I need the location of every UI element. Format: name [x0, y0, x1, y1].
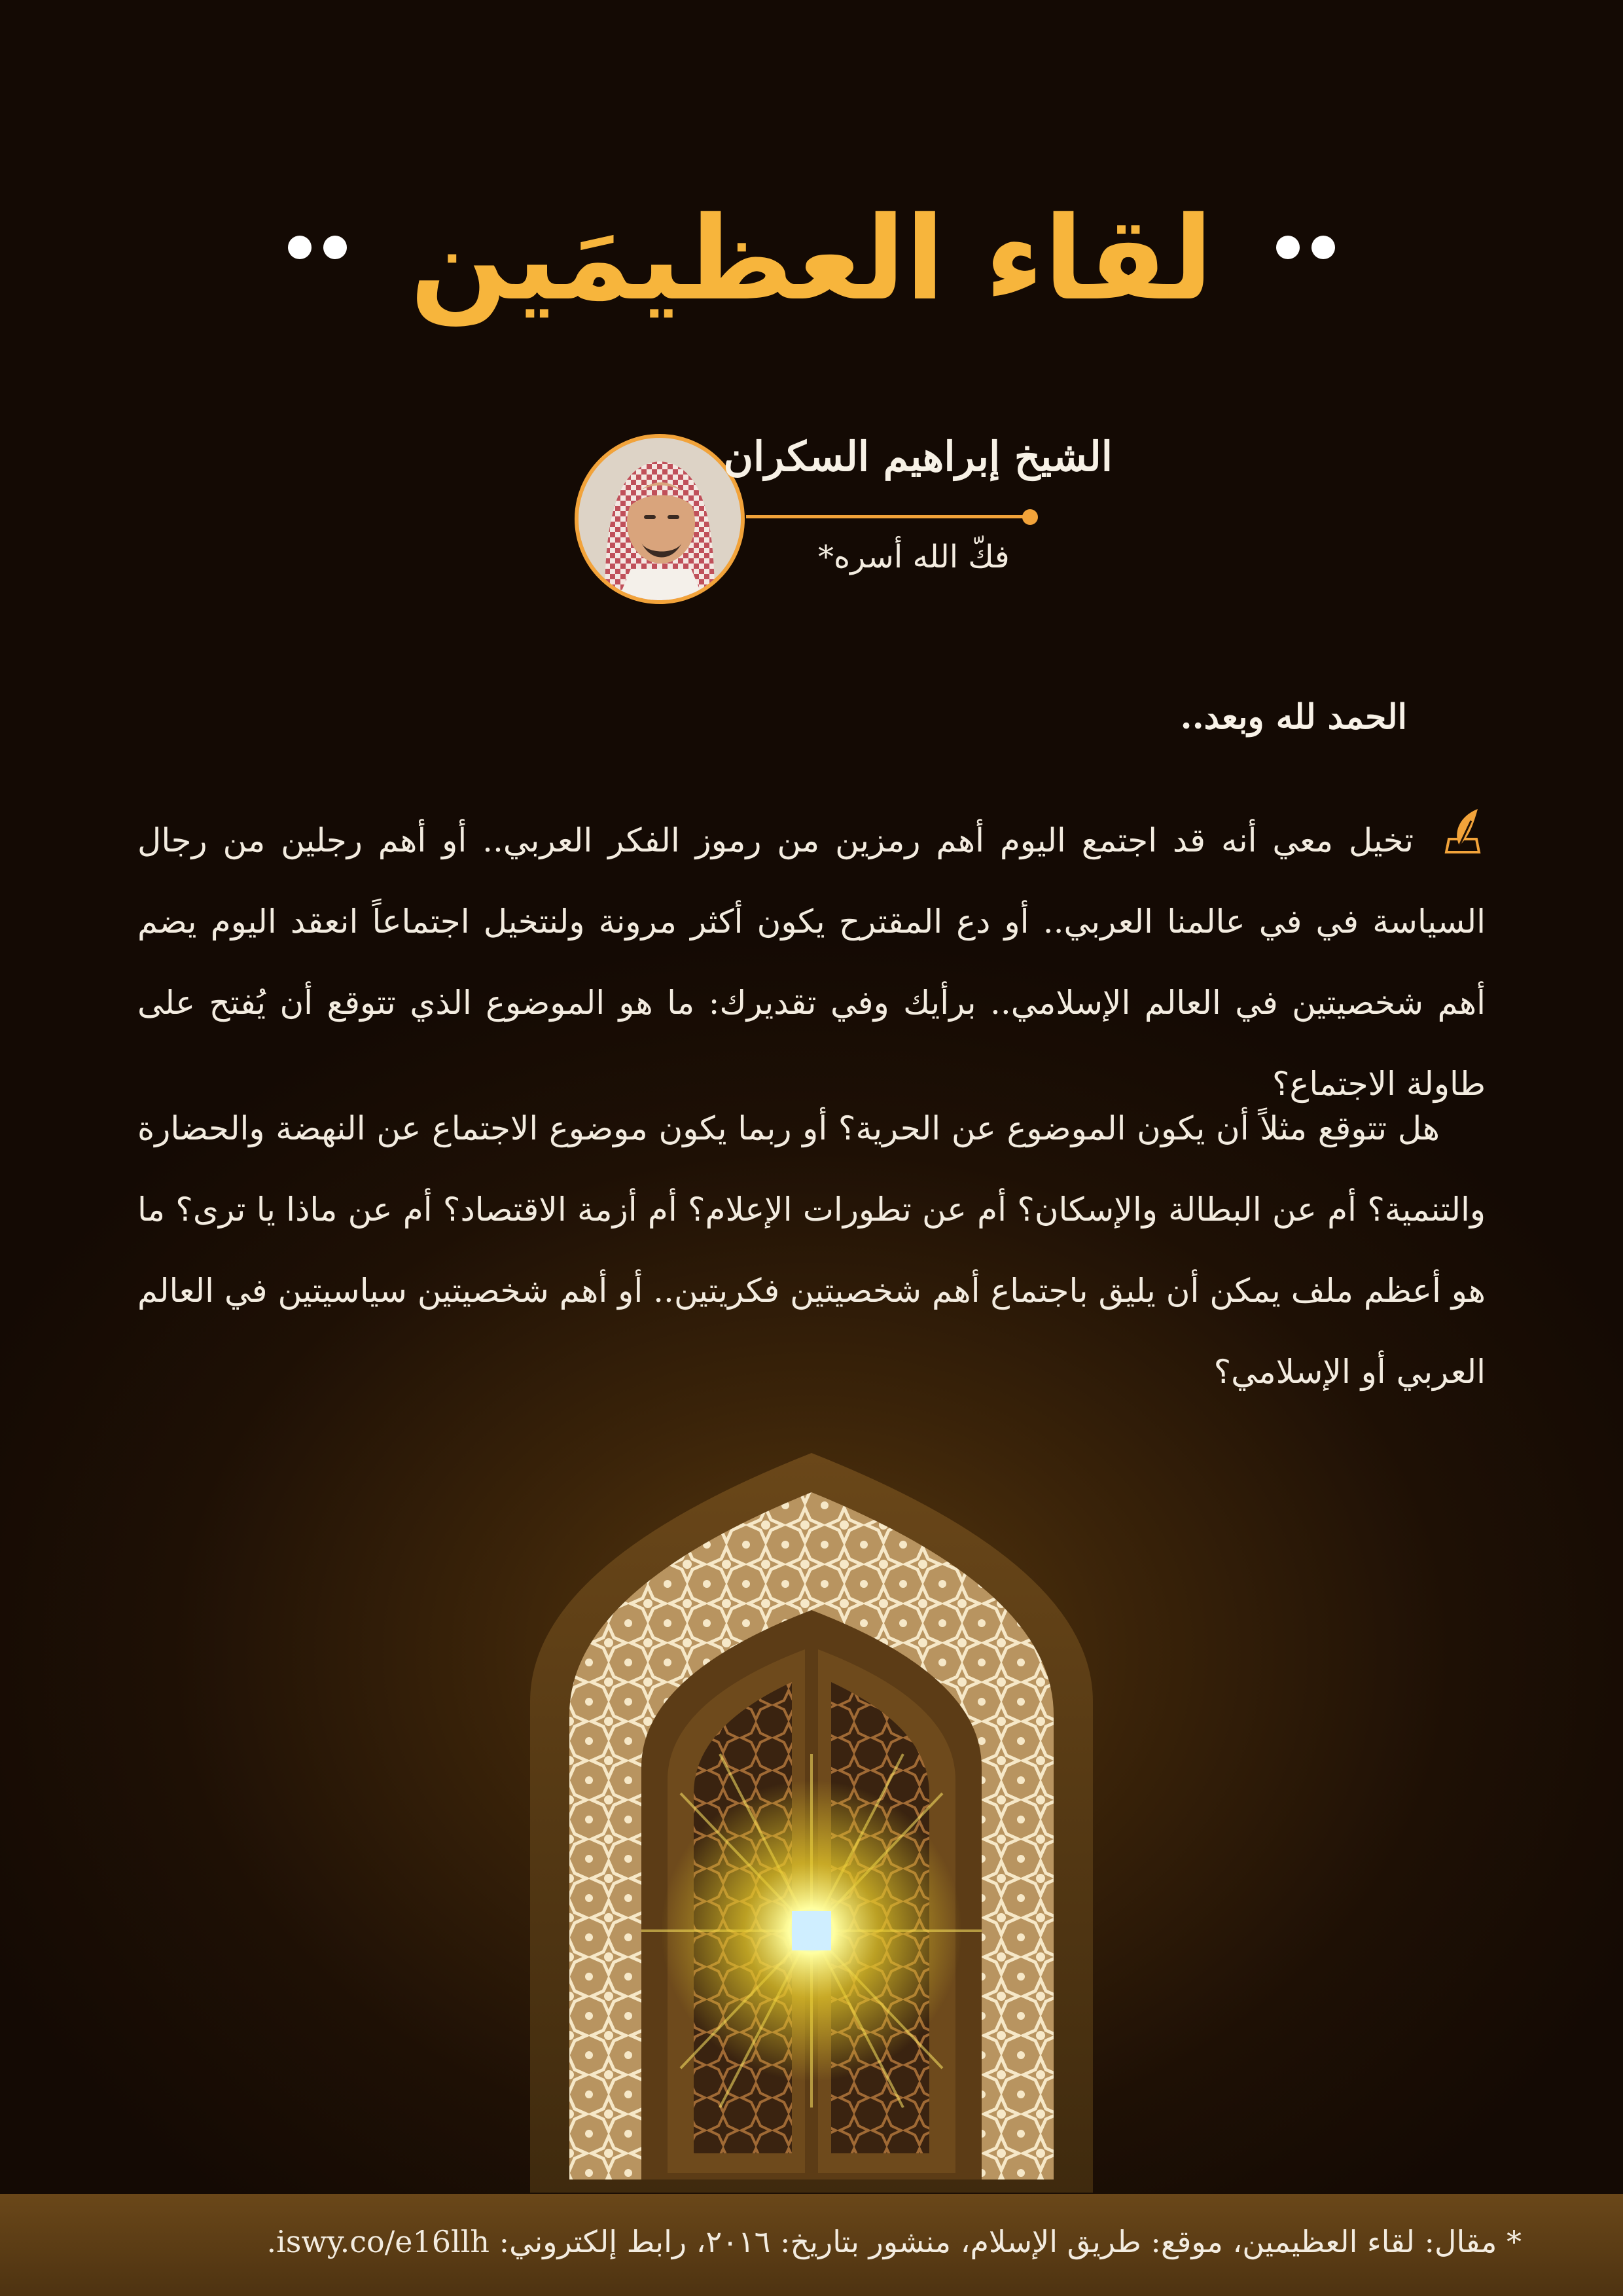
avatar	[575, 434, 745, 604]
paragraph-1: تخيل معي أنه قد اجتمع اليوم أهم رمزين من رموز الفكر العربي.. أو أهم رجلين من رجال السياسة في في عالمنا العربي.. أو دع المقترح يكون أكثر مرونة ولنتخيل اجتماعاً انعقد اليوم يضم أهم شخصيتين في العالم الإسلامي.. برأيك وفي تقديرك: ما هو الموضوع الذي تتوقع أن يُفتح على طاولة الاجتماع؟	[137, 821, 1486, 1103]
author-note: فكّ الله أسره*	[818, 539, 1010, 575]
title-dots-left	[288, 236, 347, 259]
author-name: الشيخ إبراهيم السكران	[723, 433, 1113, 480]
author-block	[569, 429, 1126, 605]
page-title: لقاء العظيمَين	[410, 192, 1213, 326]
author-divider	[746, 515, 1027, 518]
paragraph-2: هل تتوقع مثلاً أن يكون الموضوع عن الحرية؟ أو ربما يكون موضوع الاجتماع عن النهضة والحضارة والتنمية؟ أم عن البطالة والإسكان؟ أم عن تطورات الإعلام؟ أم أزمة الاقتصاد؟ أم عن ماذا يا ترى؟ ما هو أعظم ملف يمكن أن يليق باجتماع أهم شخصيتين فكريتين.. أو أهم شخصيتين سياسيتين في العالم العربي أو الإسلامي؟	[137, 1109, 1486, 1391]
decorative-door-illustration	[0, 1407, 1623, 2193]
footnote: * مقال: لقاء العظيمين، موقع: طريق الإسلام، منشور بتاريخ: ٢٠١٦، رابط إلكتروني: iswy.co/e16llh.	[266, 2224, 1522, 2259]
author-divider-dot	[1022, 509, 1038, 525]
greeting: الحمد لله وبعد..	[1180, 697, 1407, 737]
